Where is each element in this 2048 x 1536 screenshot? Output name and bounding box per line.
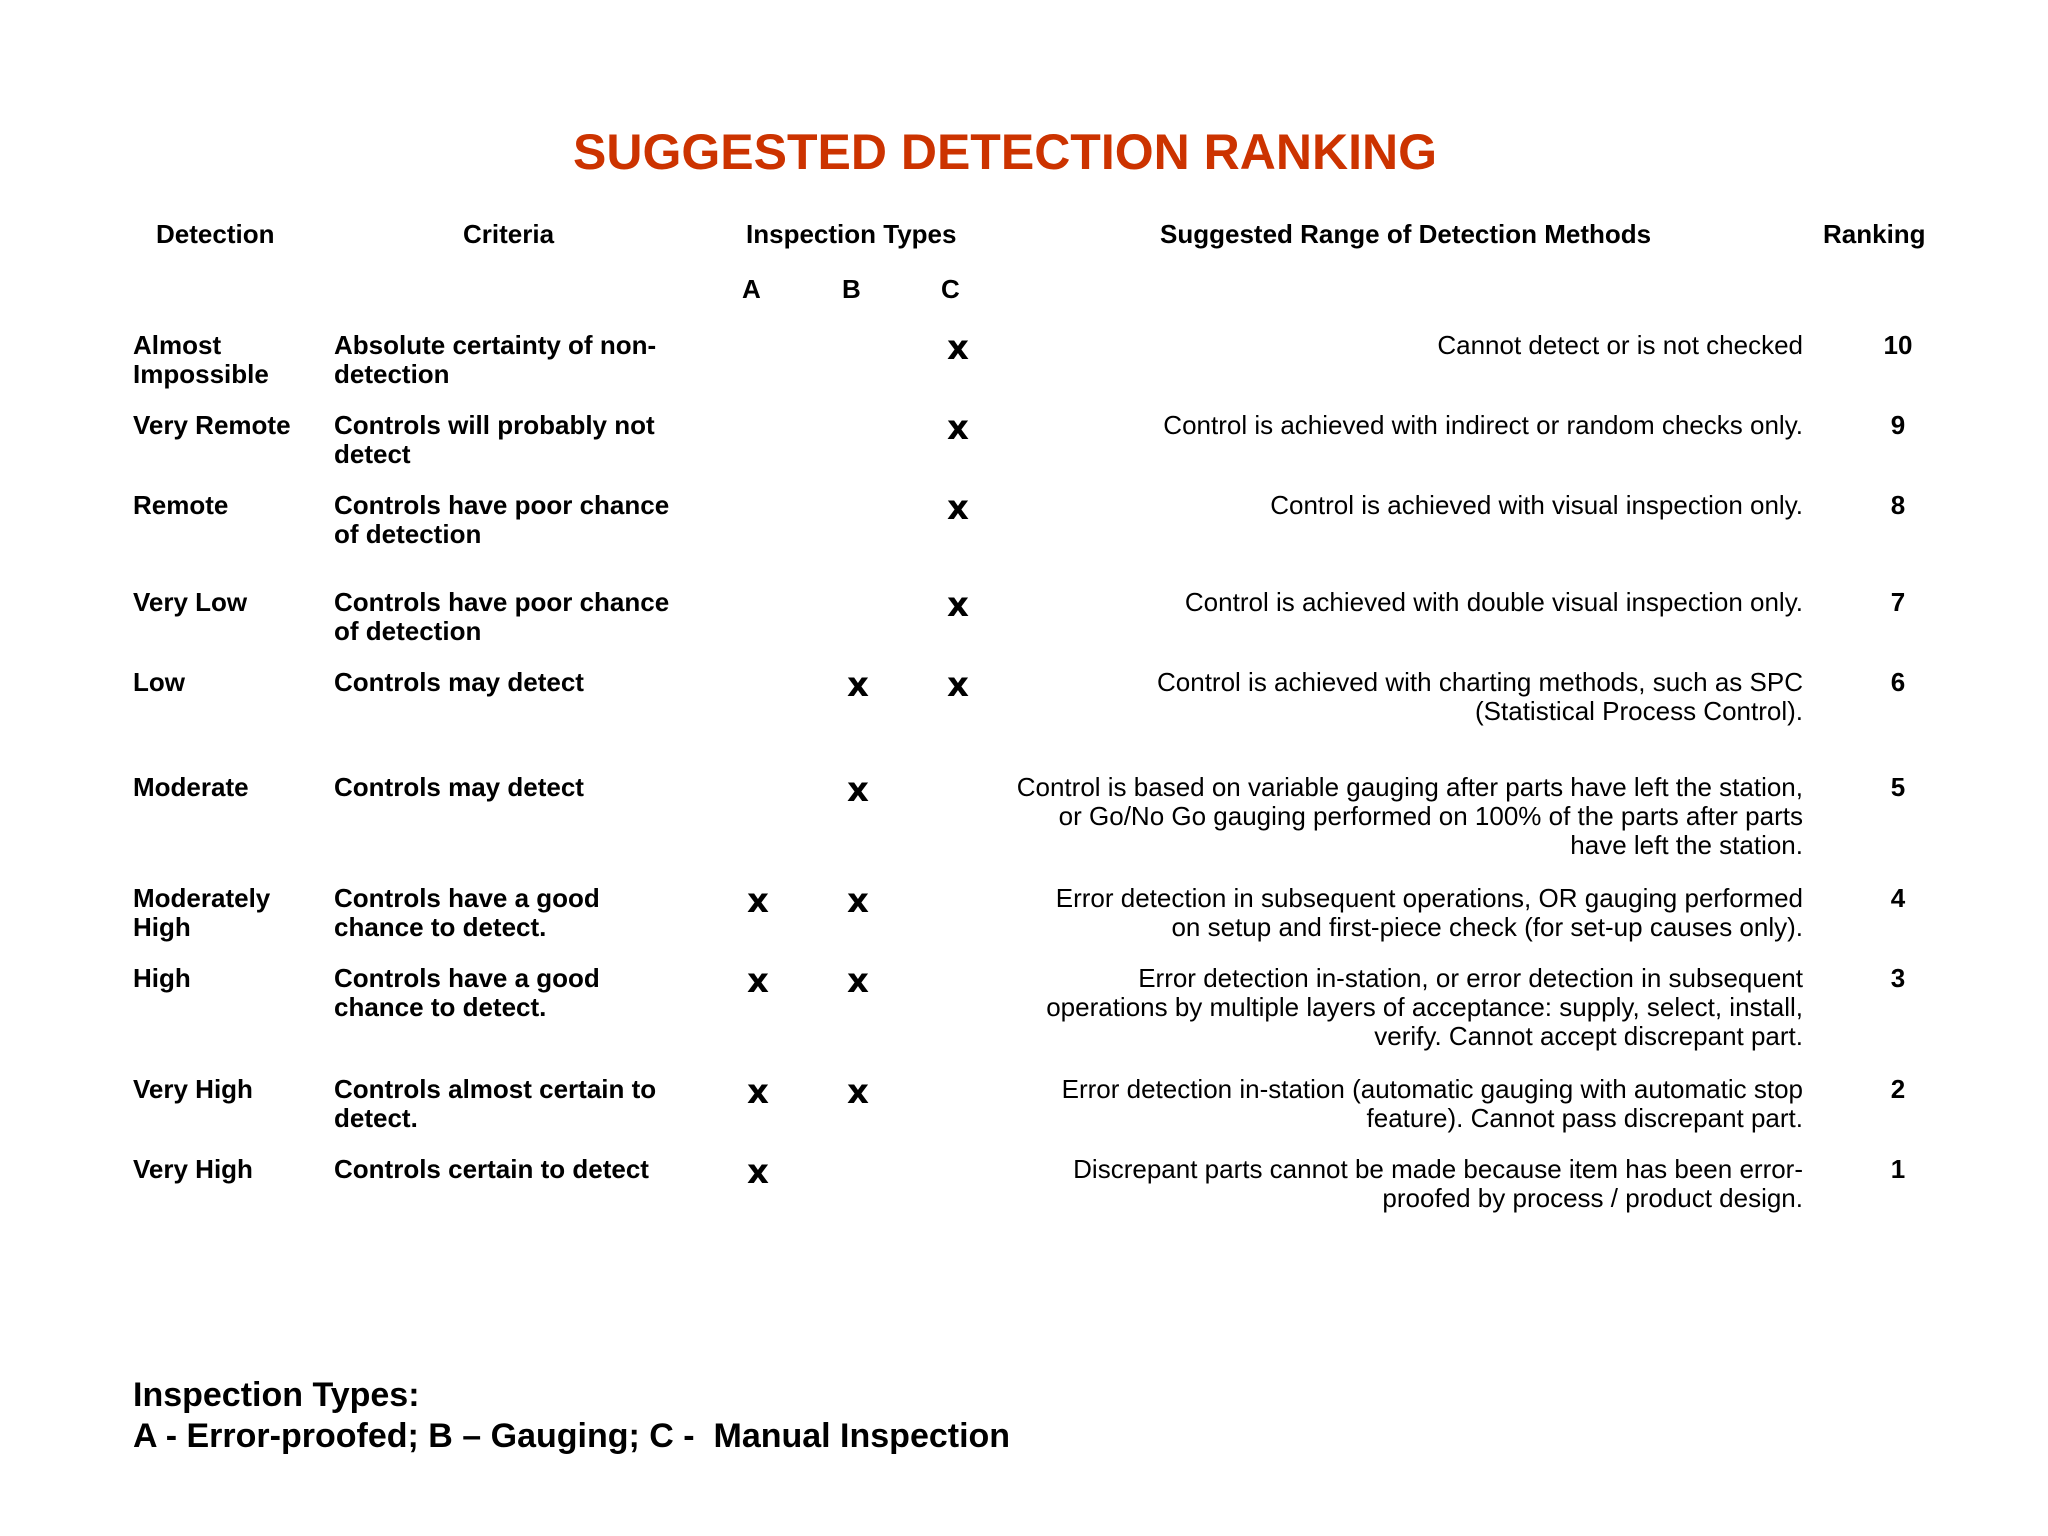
ranking-cell: 1 <box>1890 1154 1906 1184</box>
ranking-cell: 10 <box>1883 330 1913 360</box>
criteria-cell: Controls certain to detect <box>334 1154 649 1184</box>
method-cell: Control is achieved with double visual inspection only. <box>1184 587 1803 617</box>
criteria-cell: Controls have poor chance of detection <box>334 587 670 646</box>
table-row <box>0 408 2048 501</box>
detection-cell: Very High <box>133 1074 253 1104</box>
legend-title: Inspection Types: <box>133 1376 420 1414</box>
criteria-cell: Controls have a good chance to detect. <box>334 883 600 942</box>
mark-c: x <box>947 665 969 705</box>
header-inspection-types: Inspection Types <box>746 219 957 249</box>
ranking-cell: 3 <box>1890 963 1906 993</box>
table-row <box>0 881 2048 974</box>
header-type-b: B <box>842 274 861 304</box>
header-type-a: A <box>742 274 761 304</box>
ranking-cell: 4 <box>1890 883 1906 913</box>
mark-b: x <box>847 881 869 921</box>
table-row <box>0 770 2048 863</box>
header-criteria: Criteria <box>463 219 555 249</box>
header-ranking: Ranking <box>1823 219 1926 249</box>
legend-text: A - Error-proofed; B – Gauging; C - Manual Inspection <box>133 1417 1011 1455</box>
detection-cell: Moderately High <box>133 883 271 942</box>
mark-b: x <box>847 665 869 705</box>
table-row <box>0 328 2048 421</box>
criteria-cell: Controls have poor chance of detection <box>334 490 670 549</box>
header-methods: Suggested Range of Detection Methods <box>1160 219 1652 249</box>
ranking-cell: 9 <box>1890 410 1906 440</box>
criteria-cell: Controls may detect <box>334 772 584 802</box>
ranking-cell: 8 <box>1890 490 1906 520</box>
table-row <box>0 1152 2048 1245</box>
detection-cell: Almost Impossible <box>133 330 269 389</box>
method-cell: Control is achieved with indirect or random checks only. <box>1163 410 1803 440</box>
criteria-cell: Controls will probably not detect <box>334 410 655 469</box>
ranking-cell: 7 <box>1890 587 1906 617</box>
header-detection: Detection <box>156 219 275 249</box>
detection-cell: Moderate <box>133 772 249 802</box>
criteria-cell: Controls almost certain to detect. <box>334 1074 657 1133</box>
table-row <box>0 665 2048 758</box>
mark-a: x <box>747 1072 769 1112</box>
page-title: SUGGESTED DETECTION RANKING <box>573 124 1437 180</box>
ranking-cell: 2 <box>1890 1074 1906 1104</box>
method-cell: Discrepant parts cannot be made because item has been error-proofed by process / product design. <box>1073 1154 1803 1213</box>
ranking-cell: 6 <box>1890 667 1906 697</box>
table-row <box>0 1072 2048 1165</box>
detection-cell: Low <box>133 667 185 697</box>
mark-c: x <box>947 328 969 368</box>
criteria-cell: Controls have a good chance to detect. <box>334 963 600 1022</box>
detection-cell: Very High <box>133 1154 253 1184</box>
detection-cell: High <box>133 963 191 993</box>
detection-cell: Remote <box>133 490 229 520</box>
method-cell: Control is achieved with charting methods, such as SPC (Statistical Process Control). <box>1157 667 1803 726</box>
mark-c: x <box>947 585 969 625</box>
mark-a: x <box>747 1152 769 1192</box>
detection-cell: Very Low <box>133 587 248 617</box>
method-cell: Error detection in-station (automatic gauging with automatic stop feature). Cannot pass discrepant part. <box>1061 1074 1803 1133</box>
header-type-c: C <box>941 274 960 304</box>
method-cell: Error detection in-station, or error detection in subsequent operations by multiple layers of acceptance: supply, select, install, verify. Cannot accept discrepant part. <box>1046 963 1803 1051</box>
detection-cell: Very Remote <box>133 410 291 440</box>
method-cell: Cannot detect or is not checked <box>1437 330 1803 360</box>
mark-a: x <box>747 961 769 1001</box>
method-cell: Control is based on variable gauging after parts have left the station, or Go/No Go gauging performed on 100% of the parts after parts have left the station. <box>1016 772 1803 860</box>
criteria-cell: Controls may detect <box>334 667 584 697</box>
mark-c: x <box>947 488 969 528</box>
method-cell: Error detection in subsequent operations, OR gauging performed on setup and first-piece check (for set-up causes only). <box>1055 883 1803 942</box>
table-row <box>0 585 2048 678</box>
mark-b: x <box>847 1072 869 1112</box>
criteria-cell: Absolute certainty of non-detection <box>334 330 657 389</box>
ranking-cell: 5 <box>1890 772 1906 802</box>
mark-b: x <box>847 961 869 1001</box>
table-row <box>0 961 2048 1054</box>
mark-a: x <box>747 881 769 921</box>
method-cell: Control is achieved with visual inspection only. <box>1270 490 1803 520</box>
mark-c: x <box>947 408 969 448</box>
mark-b: x <box>847 770 869 810</box>
table-row <box>0 488 2048 581</box>
